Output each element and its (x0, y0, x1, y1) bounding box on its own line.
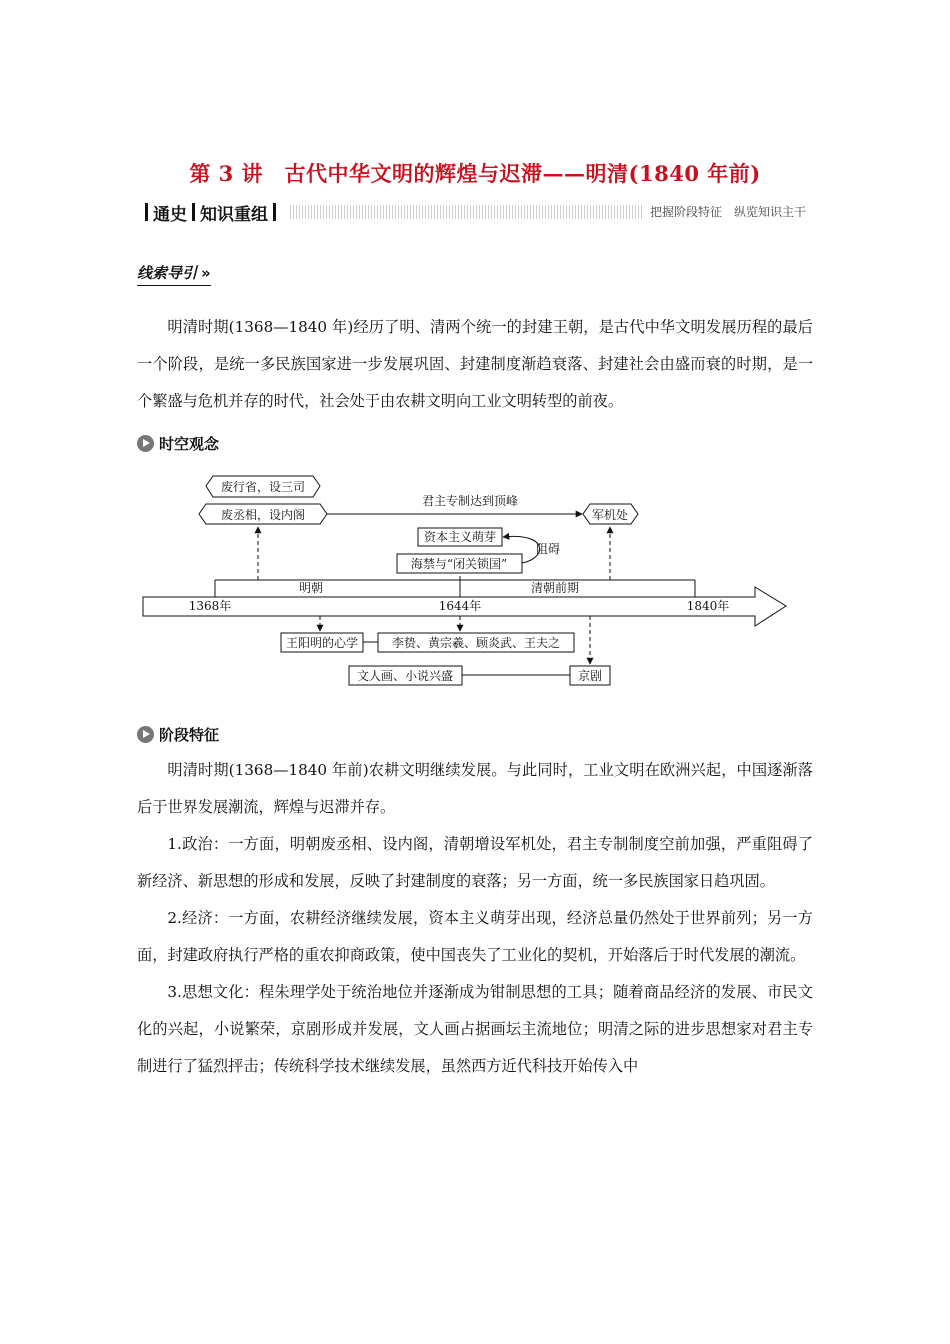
box-abolish-chancellor-text: 废丞相，设内阁 (220, 508, 306, 522)
year-1644: 1644年 (438, 599, 482, 613)
hinder-text: 阻碍 (536, 542, 561, 556)
box-capitalism-text: 资本主义萌芽 (423, 530, 497, 544)
autocracy-peak-text: 君主专制达到顶峰 (421, 494, 519, 508)
box-literati-text: 文人画、小说兴盛 (356, 669, 454, 683)
box-grand-council-text: 军机处 (591, 508, 629, 522)
year-1840: 1840年 (686, 599, 730, 613)
year-1368: 1368年 (188, 599, 232, 613)
section-timespace-label: 时空观念 (159, 435, 220, 453)
stage-paragraphs (137, 752, 813, 1085)
clue-heading-text: 线索导引 (137, 264, 198, 282)
double-chevron-icon: » (201, 264, 211, 282)
box-wang-yangming-text: 王阳明的心学 (285, 636, 359, 650)
banner-label-1: 通史 (153, 204, 187, 225)
box-abolish-province-text: 废行省，设三司 (220, 480, 306, 494)
qing-label: 清朝前期 (530, 581, 580, 595)
box-sea-ban-text: 海禁与“闭关锁国” (410, 557, 508, 571)
banner-subtitle: 把握阶段特征 纵览知识主干 (642, 203, 810, 221)
section-stage-label: 阶段特征 (159, 726, 220, 744)
stage-paragraph-culture: 3.思想文化：程朱理学处于统治地位并逐渐成为钳制思想的工具；随着商品经济的发展、市民文化的兴起，小说繁荣，京剧形成并发展，文人画占据画坛主流地位；明清之际的进步思想家对君主专制进行了猛烈抨击；传统科学技术继续发展，虽然西方近代科技开始传入中 (137, 983, 813, 1075)
play-circle-icon (137, 726, 154, 743)
stage-paragraph-economy: 2.经济：一方面，农耕经济继续发展，资本主义萌芽出现，经济总量仍然处于世界前列；另一方面，封建政府执行严格的重农抑商政策，使中国丧失了工业化的契机，开始落后于时代发展的潮流。 (137, 909, 813, 964)
box-thinkers-text: 李贽、黄宗羲、顾炎武、王夫之 (391, 636, 561, 650)
banner-label-2: 知识重组 (200, 204, 268, 225)
stage-paragraph-intro: 明清时期(1368—1840 年前)农耕文明继续发展。与此同时，工业文明在欧洲兴起，中国逐渐落后于世界发展潮流，辉煌与迟滞并存。 (137, 761, 813, 816)
page-title: 第 3 讲 古代中华文明的辉煌与迟滞——明清(1840 年前) (189, 161, 761, 186)
section-stage (137, 724, 219, 745)
intro-paragraph: 明清时期(1368—1840 年)经历了明、清两个统一的封建王朝，是古代中华文明发展历程的最后一个阶段，是统一多民族国家进一步发展巩固、封建制度渐趋衰落、封建社会由盛而衰的时期，是一个繁盛与危机并存的时代，社会处于由农耕文明向工业文明转型的前夜。 (137, 318, 813, 410)
ming-label: 明朝 (298, 581, 324, 595)
stage-paragraph-politics: 1.政治：一方面，明朝废丞相、设内阁，清朝增设军机处，君主专制制度空前加强，严重阻碍了新经济、新思想的形成和发展，反映了封建制度的衰落；另一方面，统一多民族国家日趋巩固。 (137, 835, 813, 890)
box-peking-opera-text: 京剧 (577, 669, 603, 683)
